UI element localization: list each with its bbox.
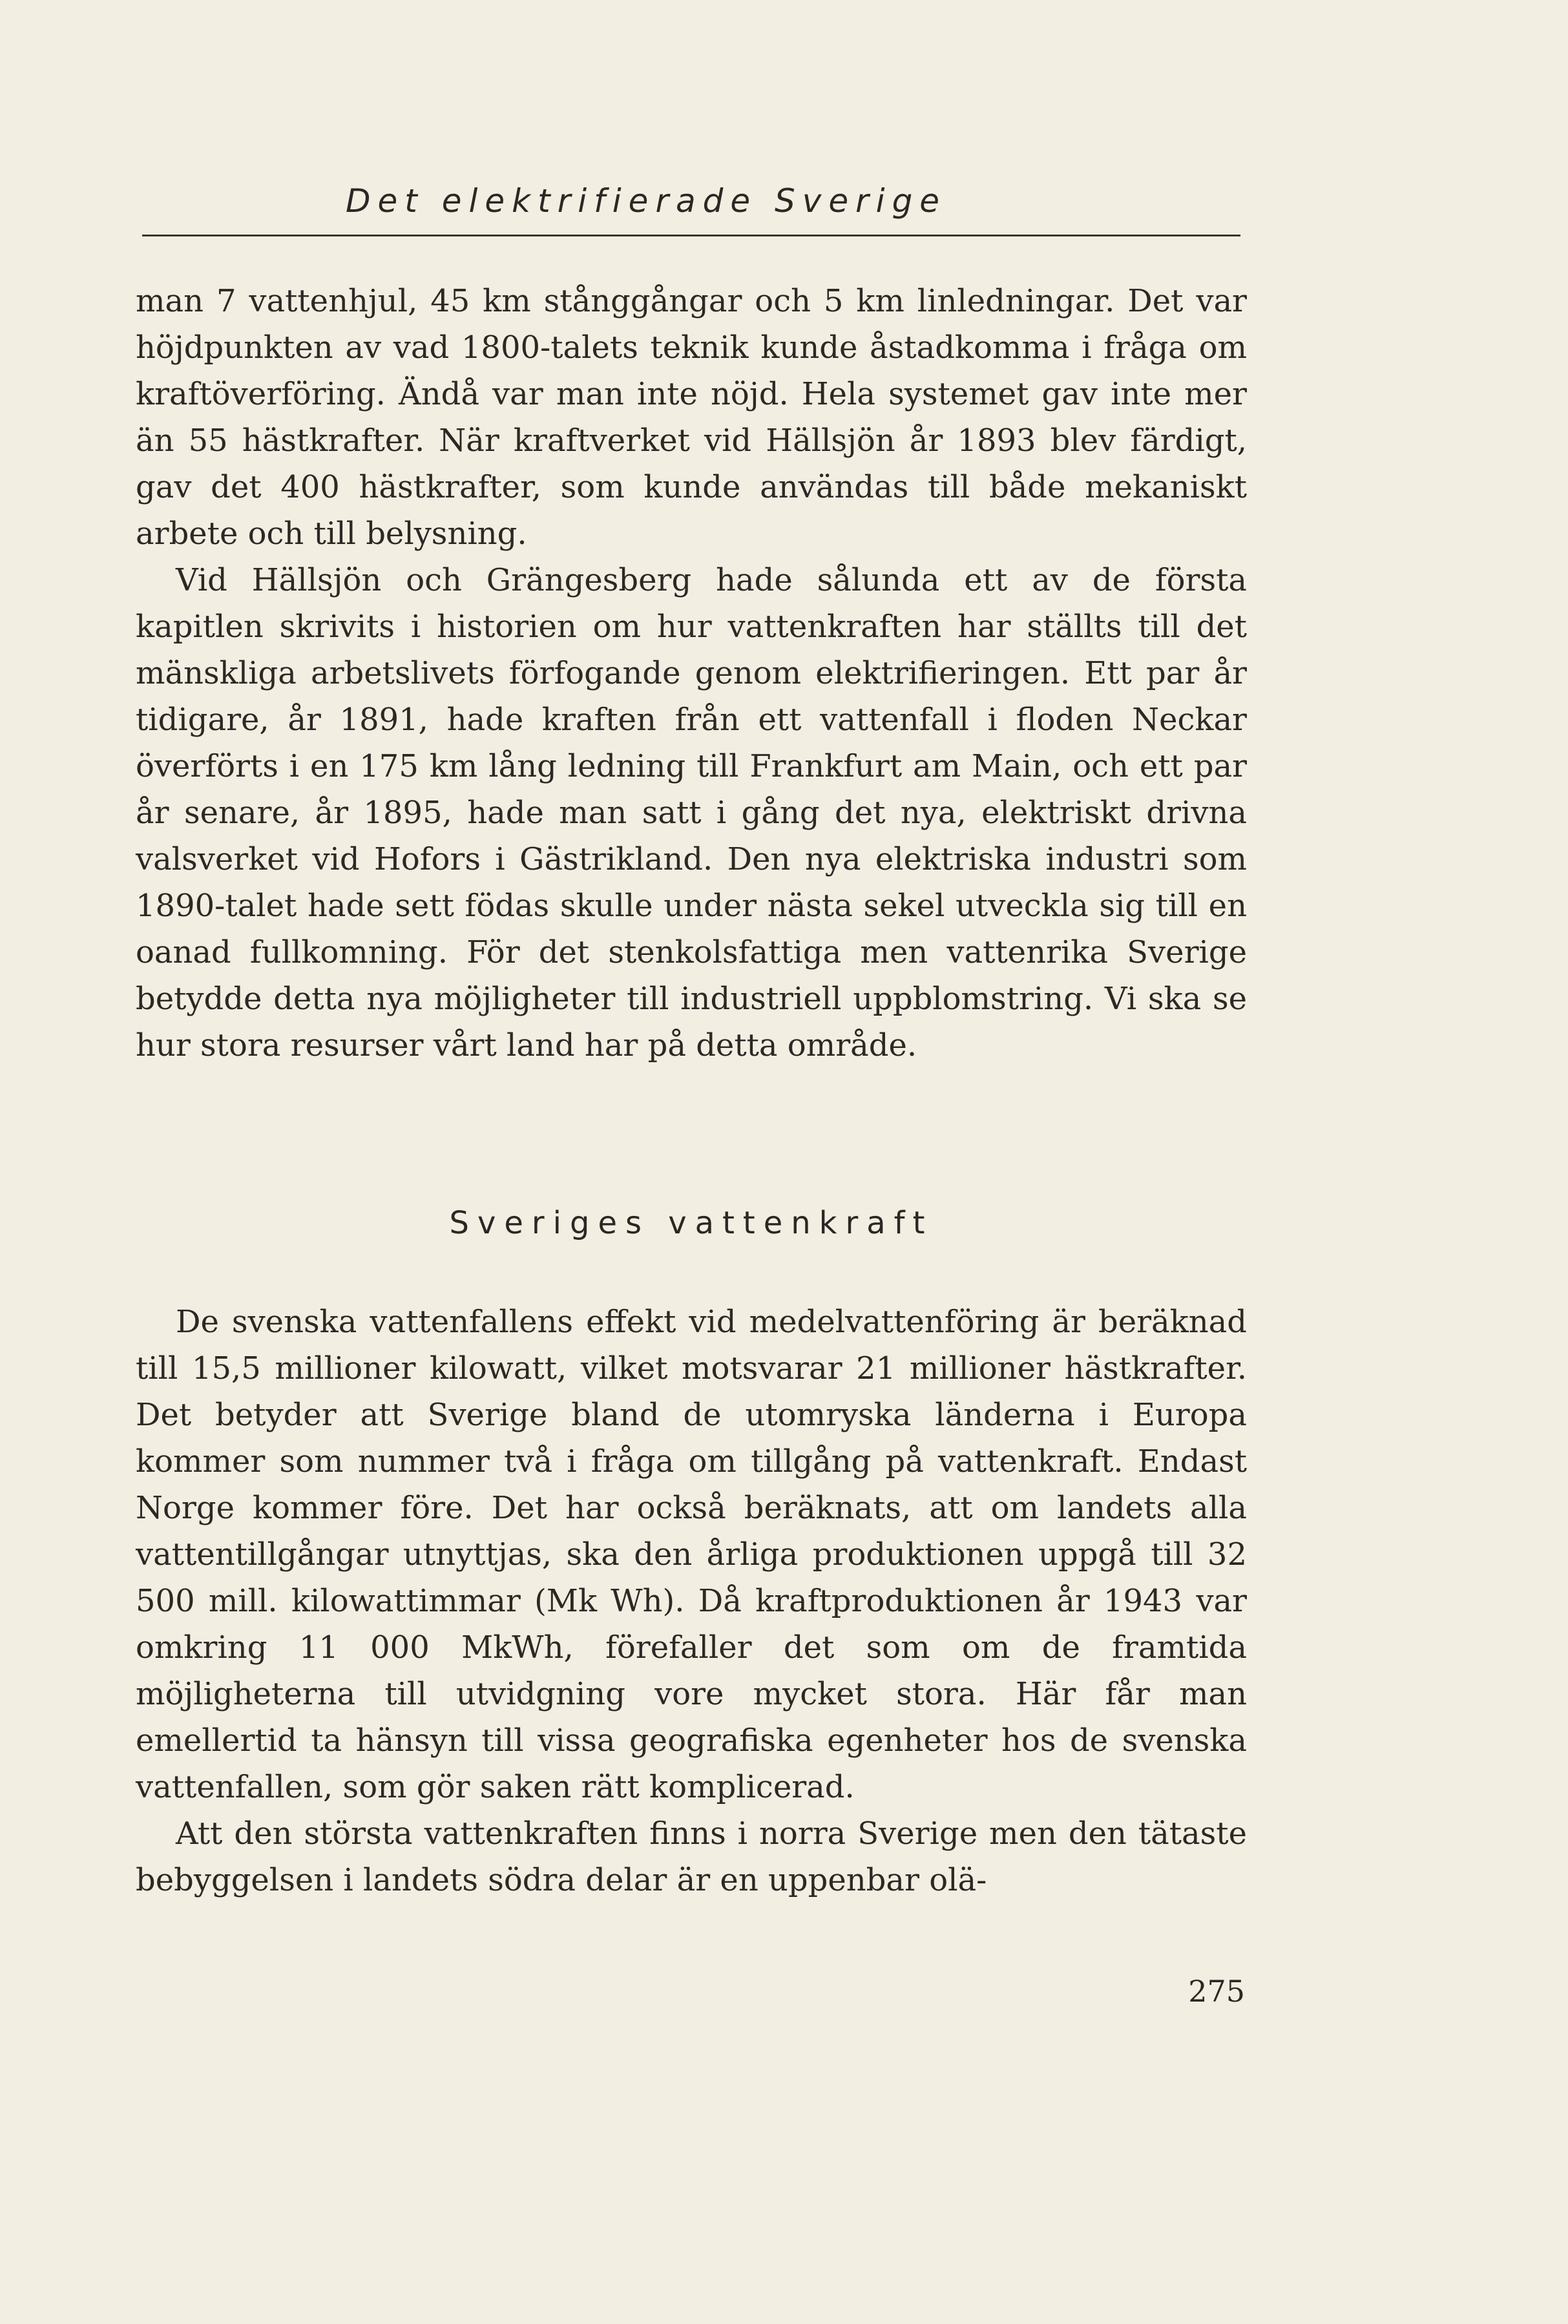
- paragraph: De svenska vattenfallens effekt vid medelvattenföring är beräknad till 15,5 millioner kilowatt, vilket motsvarar 21 millioner hästkrafter. Det betyder att Sverige bland de utomryska länderna i Europa kommer som nummer två i fråga om tillgång på vattenkraft. Endast Norge kommer före. Det har också beräknats, att om landets alla vattentillgångar utnyttjas, ska den årliga produktionen uppgå till 32 500 mill. kilowattimmar (Mk Wh). Då kraftproduktionen år 1943 var omkring 11 000 MkWh, förefaller det som om de framtida möjligheterna till utvidgning vore mycket stora. Här får man emellertid ta hänsyn till vissa geografiska egenheter hos de svenska vattenfallen, som gör saken rätt komplicerad.: [136, 1304, 1247, 1805]
- paragraph: man 7 vattenhjul, 45 km stånggångar och 5 km linledningar. Det var höjdpunkten av vad 1800-talets teknik kunde åstadkomma i fråga om kraftöverföring. Ändå var man inte nöjd. Hela systemet gav inte mer än 55 hästkrafter. När kraftverket vid Hällsjön år 1893 blev färdigt, gav det 400 hästkrafter, som kunde användas till både mekaniskt arbete och till belysning.: [136, 283, 1247, 552]
- paragraph: Att den största vattenkraften finns i norra Sverige men den tätaste bebyggelsen i landets södra delar är en uppenbar olä-: [136, 1816, 1247, 1898]
- text-block-section: [136, 1299, 1247, 1903]
- text-block-intro: [136, 278, 1247, 1069]
- running-head: Det elektrifierade Sverige: [346, 182, 947, 220]
- page-number: 275: [1188, 1974, 1245, 2009]
- header-rule: [142, 235, 1240, 236]
- section-heading: Sveriges vattenkraft: [449, 1205, 934, 1241]
- paragraph: Vid Hällsjön och Grängesberg hade sålunda ett av de första kapitlen skrivits i historien om hur vattenkraften har ställts till det mänskliga arbetslivets förfogande genom elektrifieringen. Ett par år tidigare, år 1891, hade kraften från ett vattenfall i floden Neckar överförts i en 175 km lång ledning till Frankfurt am Main, och ett par år senare, år 1895, hade man satt i gång det nya, elektriskt drivna valsverket vid Hofors i Gästrikland. Den nya elektriska industri som 1890-talet hade sett födas skulle under nästa sekel utveckla sig till en oanad fullkomning. För det stenkolsfattiga men vattenrika Sverige betydde detta nya möjligheter till industriell uppblomstring. Vi ska se hur stora resurser vårt land har på detta område.: [136, 562, 1247, 1063]
